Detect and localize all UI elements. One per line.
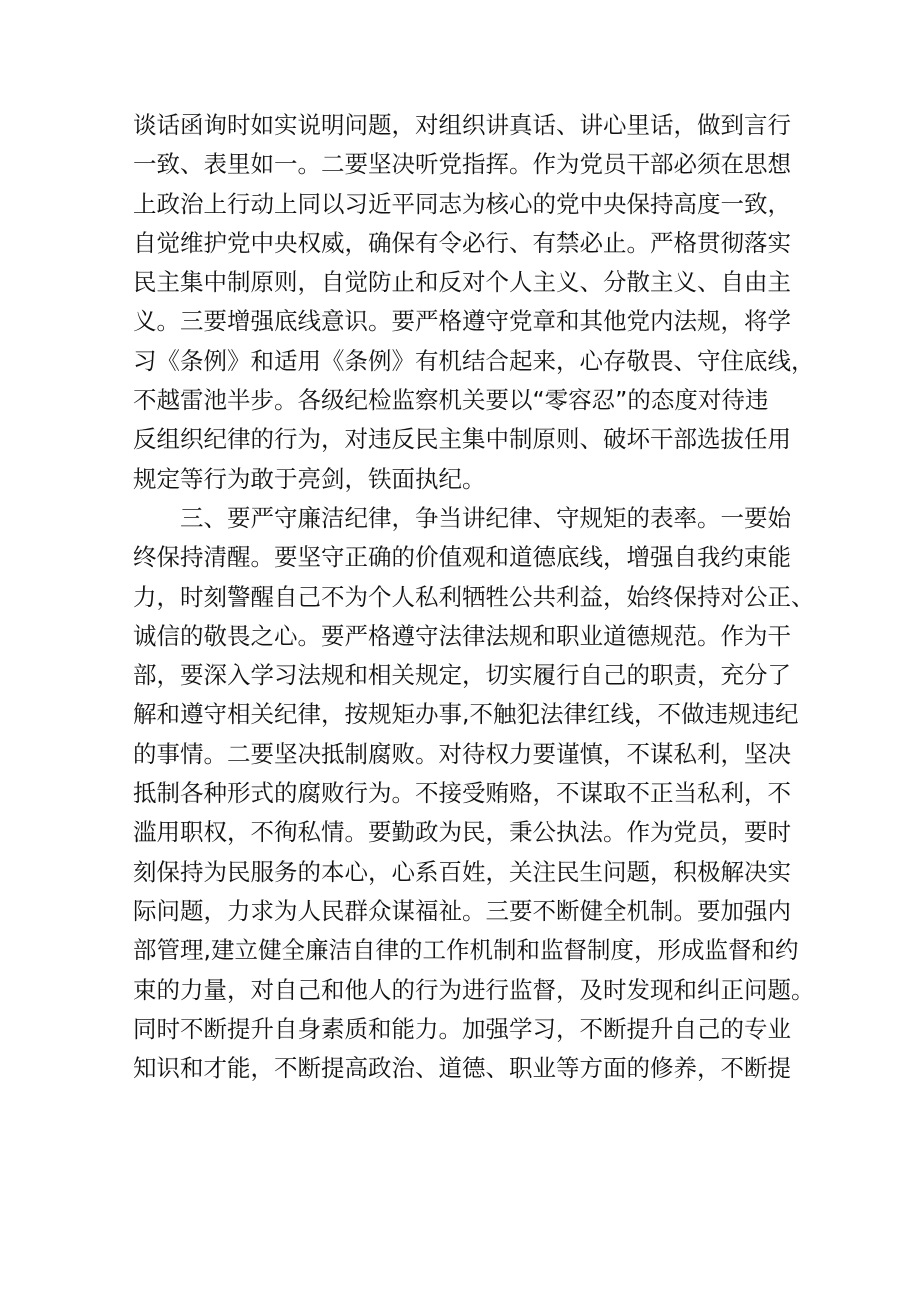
text-line: 束的力量，对自己和他人的行为进行监督，及时发现和纠正问题。 xyxy=(133,975,815,1004)
text-line: 习《条例》和适用《条例》有机结合起来，心存敬畏、守住底线， xyxy=(133,346,815,375)
text-line: 自觉维护党中央权威，确保有令必行、有禁必止。严格贯彻落实 xyxy=(133,228,791,257)
text-line: 同时不断提升自身素质和能力。加强学习，不断提升自己的专业 xyxy=(133,1014,791,1043)
text-line: 终保持清醒。要坚守正确的价值观和道德底线，增强自我约束能 xyxy=(133,543,791,572)
text-line: 规定等行为敢于亮剑，铁面执纪。 xyxy=(133,464,486,493)
text-line: 的事情。二要坚决抵制腐败。对待权力要谨慎，不谋私利，坚决 xyxy=(133,739,791,768)
text-line: 滥用职权，不徇私情。要勤政为民，秉公执法。作为党员，要时 xyxy=(133,818,791,847)
text-line: 一致、表里如一。二要坚决听党指挥。作为党员干部必须在思想 xyxy=(133,150,791,179)
text-line: 力，时刻警醒自己不为个人私利牺牲公共利益，始终保持对公正、 xyxy=(133,582,815,611)
text-line: 部，要深入学习法规和相关规定，切实履行自己的职责，充分了 xyxy=(133,661,791,690)
text-line: 部管理,建立健全廉洁自律的工作机制和监督制度，形成监督和约 xyxy=(133,936,799,965)
body-text xyxy=(133,106,813,1088)
text-line: 反组织纪律的行为，对违反民主集中制原则、破坏干部选拔任用 xyxy=(133,425,791,454)
text-line: 民主集中制原则，自觉防止和反对个人主义、分散主义、自由主 xyxy=(133,268,791,297)
section-heading-line: 三、要严守廉洁纪律，争当讲纪律、守规矩的表率。一要始 xyxy=(180,503,791,532)
text-line: 不越雷池半步。各级纪检监察机关要以“零容忍”的态度对待违 xyxy=(133,386,769,415)
text-line: 义。三要增强底线意识。要严格遵守党章和其他党内法规，将学 xyxy=(133,307,791,336)
text-line: 诚信的敬畏之心。要严格遵守法律法规和职业道德规范。作为干 xyxy=(133,621,791,650)
text-line: 解和遵守相关纪律，按规矩办事,不触犯法律红线，不做违规违纪 xyxy=(133,700,799,729)
text-line: 上政治上行动上同以习近平同志为核心的党中央保持高度一致， xyxy=(133,189,791,218)
text-line: 抵制各种形式的腐败行为。不接受贿赂，不谋取不正当私利，不 xyxy=(133,779,791,808)
text-line: 刻保持为民服务的本心，心系百姓，关注民生问题，积极解决实 xyxy=(133,857,791,886)
text-line: 际问题，力求为人民群众谋福祉。三要不断健全机制。要加强内 xyxy=(133,896,791,925)
text-line: 知识和才能，不断提高政治、道德、职业等方面的修养，不断提 xyxy=(133,1054,791,1083)
text-line: 谈话函询时如实说明问题，对组织讲真话、讲心里话，做到言行 xyxy=(133,111,791,139)
